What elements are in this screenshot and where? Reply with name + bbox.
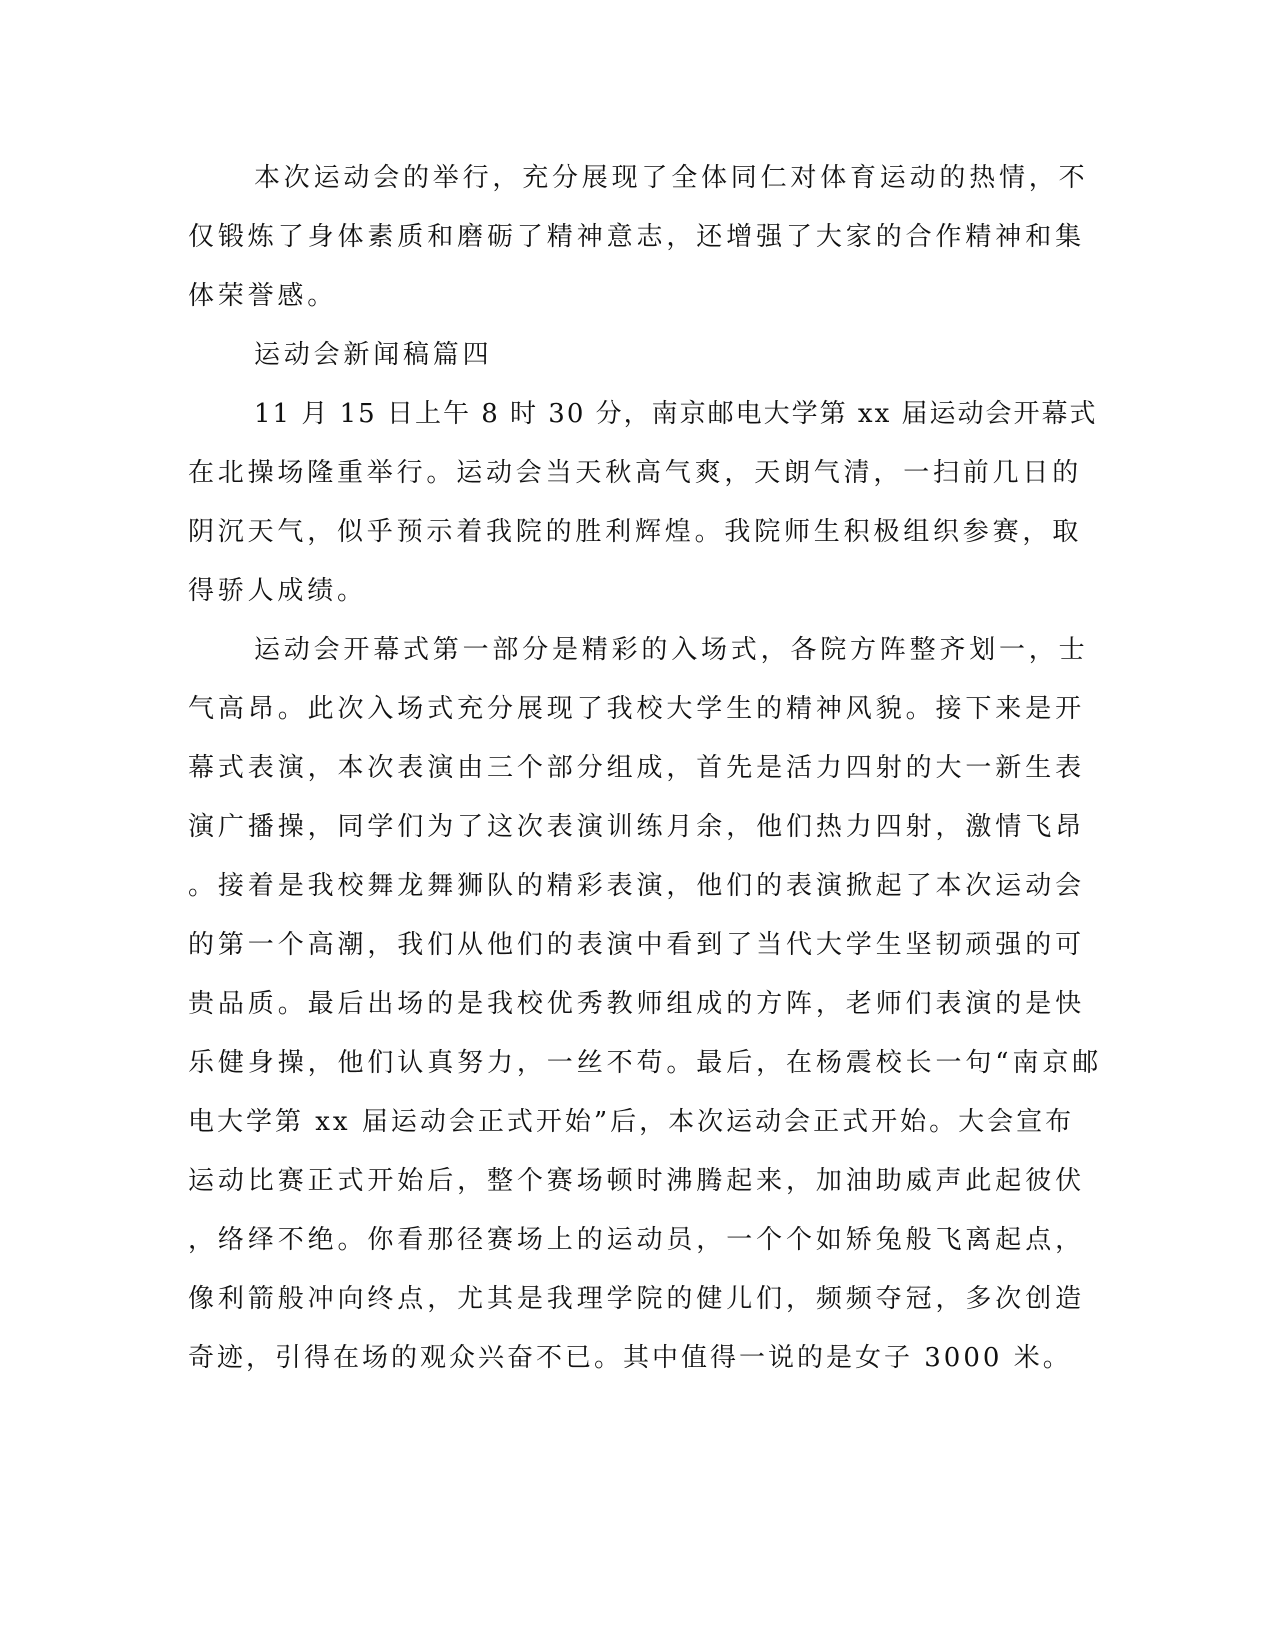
section-heading: 运动会新闻稿篇四: [254, 340, 493, 370]
paragraph-3-line-5: 。接着是我校舞龙舞狮队的精彩表演，他们的表演掀起了本次运动会: [188, 871, 1086, 901]
paragraph-3-line-12: 像利箭般冲向终点，尤其是我理学院的健儿们，频频夺冠，多次创造: [188, 1284, 1086, 1314]
paragraph-3-line-9: 电大学第 xx 届运动会正式开始”后，本次运动会正式开始。大会宣布: [188, 1107, 1075, 1137]
paragraph-3-line-13: 奇迹，引得在场的观众兴奋不已。其中值得一说的是女子 3000 米。: [188, 1343, 1072, 1373]
paragraph-2-line-4: 得骄人成绩。: [188, 576, 367, 606]
paragraph-3-line-11: ，络绎不绝。你看那径赛场上的运动员，一个个如矫兔般飞离起点，: [188, 1225, 1086, 1255]
paragraph-3-line-6: 的第一个高潮，我们从他们的表演中看到了当代大学生坚韧顽强的可: [188, 930, 1086, 960]
paragraph-2-line-1: 11 月 15 日上午 8 时 30 分，南京邮电大学第 xx 届运动会开幕式: [254, 399, 1098, 429]
paragraph-3-line-2: 气高昂。此次入场式充分展现了我校大学生的精神风貌。接下来是开: [188, 694, 1086, 724]
paragraph-3-line-1: 运动会开幕式第一部分是精彩的入场式，各院方阵整齐划一，士: [254, 635, 1089, 665]
paragraph-1-line-1: 本次运动会的举行，充分展现了全体同仁对体育运动的热情，不: [254, 163, 1089, 193]
paragraph-3-line-8: 乐健身操，他们认真努力，一丝不苟。最后，在杨震校长一句“南京邮: [188, 1048, 1103, 1078]
paragraph-3-line-4: 演广播操，同学们为了这次表演训练月余，他们热力四射，激情飞昂: [188, 812, 1086, 842]
paragraph-3-line-10: 运动比赛正式开始后，整个赛场顿时沸腾起来，加油助威声此起彼伏: [188, 1166, 1086, 1196]
paragraph-2-line-2: 在北操场隆重举行。运动会当天秋高气爽，天朗气清，一扫前几日的: [188, 458, 1083, 488]
paragraph-3-line-3: 幕式表演，本次表演由三个部分组成，首先是活力四射的大一新生表: [188, 753, 1086, 783]
paragraph-1-line-3: 体荣誉感。: [188, 281, 338, 311]
paragraph-1-line-2: 仅锻炼了身体素质和磨砺了精神意志，还增强了大家的合作精神和集: [188, 222, 1086, 252]
paragraph-3-line-7: 贵品质。最后出场的是我校优秀教师组成的方阵，老师们表演的是快: [188, 989, 1086, 1019]
paragraph-2-line-3: 阴沉天气，似乎预示着我院的胜利辉煌。我院师生积极组织参赛，取: [188, 517, 1083, 547]
